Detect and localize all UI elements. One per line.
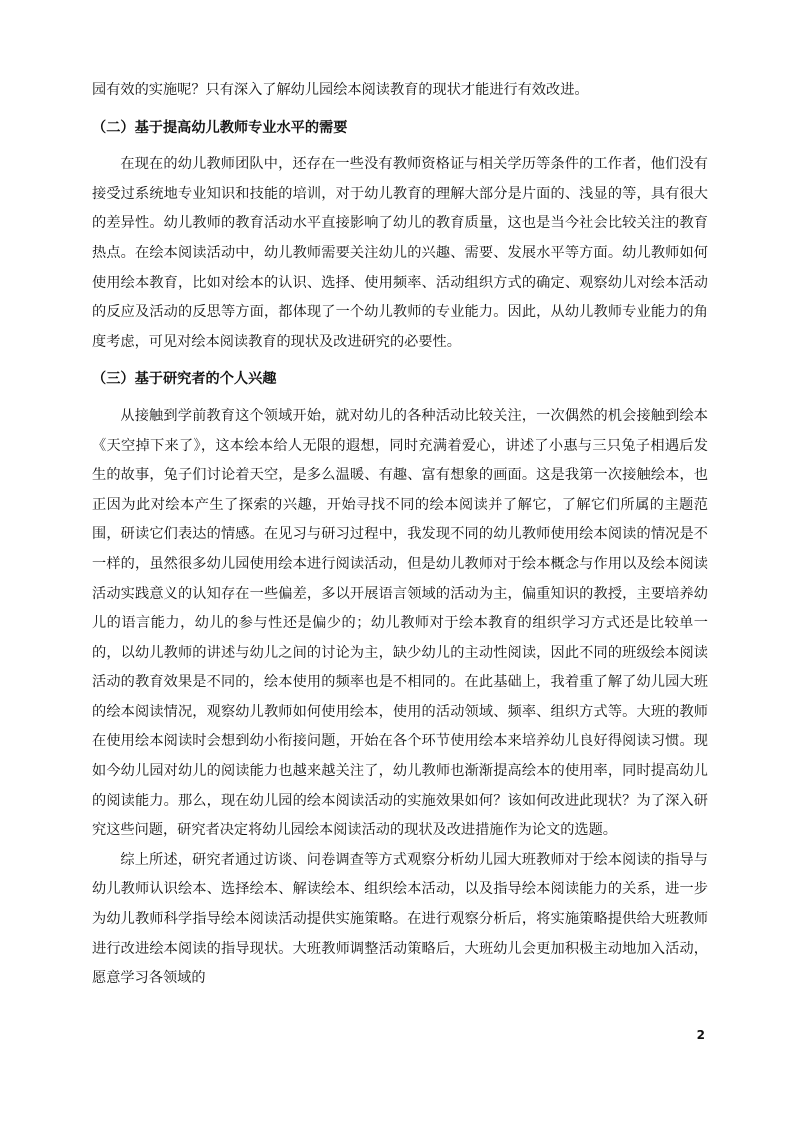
section-heading-2: （二）基于提高幼儿教师专业水平的需要	[92, 119, 348, 136]
paragraph-personal-interest: 从接触到学前教育这个领域开始，就对幼儿的各种活动比较关注，一次偶然的机会接触到绘本《天空掉下来了》，这本绘本给人无限的遐想，同时充满着爱心，讲述了小惠与三只兔子相遇后发生的故事，兔子们讨论着天空，是多么温暖、有趣、富有想象的画面。这是我第一次接触绘本，也正因为此对绘本产生了探索的兴趣，开始寻找不同的绘本阅读并了解它，了解它们所属的主题范围，研读它们表达的情感。在见习与研习过程中，我发现不同的幼儿教师使用绘本阅读的情况是不一样的，虽然很多幼儿园使用绘本进行阅读活动，但是幼儿教师对于绘本概念与作用以及绘本阅读活动实践意义的认知存在一些偏差，多以开展语言领域的活动为主，偏重知识的教授，主要培养幼儿的语言能力，幼儿的参与性还是偏少的；幼儿教师对于绘本教育的组织学习方式还是比较单一的，以幼儿教师的讲述与幼儿之间的讨论为主，缺少幼儿的主动性阅读，因此不同的班级绘本阅读活动的教育效果是不同的，绘本使用的频率也是不相同的。在此基础上，我着重了解了幼儿园大班的绘本阅读情况，观察幼儿教师如何使用绘本，使用的活动领域、频率、组织方式等。大班的教师在使用绘本阅读时会想到幼小衔接问题，开始在各个环节使用绘本来培养幼儿良好得阅读习惯。现如今幼儿园对幼儿的阅读能力也越来越关注了，幼儿教师也渐渐提高绘本的使用率，同时提高幼儿的阅读能力。那么，现在幼儿园的绘本阅读活动的实施效果如何？该如何改进此现状？为了深入研究这些问题，研究者决定将幼儿园绘本阅读活动的现状及改进措施作为论文的选题。	[92, 407, 708, 839]
section-heading-3: （三）基于研究者的个人兴趣	[92, 371, 277, 388]
paragraph-summary: 综上所述，研究者通过访谈、问卷调查等方式观察分析幼儿园大班教师对于绘本阅读的指导与幼儿教师认识绘本、选择绘本、解读绘本、组织绘本活动，以及指导绘本阅读能力的关系，进一步为幼儿教师科学指导绘本阅读活动提供实施策略。在进行观察分析后，将实施策略提供给大班教师进行改进绘本阅读的指导现状。大班教师调整活动策略后，大班幼儿会更加积极主动地加入活动，愿意学习各领域的	[92, 851, 708, 987]
paragraph-continuation: 园有效的实施呢？只有深入了解幼儿园绘本阅读教育的现状才能进行有效改进。	[92, 82, 589, 98]
page-number: 2	[696, 1028, 705, 1042]
document-body	[92, 76, 708, 994]
paragraph-teacher-professional: 在现在的幼儿教师团队中，还存在一些没有教师资格证与相关学历等条件的工作者，他们没有接受过系统地专业知识和技能的培训，对于幼儿教育的理解大部分是片面的、浅显的等，具有很大的差异性。幼儿教师的教育活动水平直接影响了幼儿的教育质量，这也是当今社会比较关注的教育热点。在绘本阅读活动中，幼儿教师需要关注幼儿的兴趣、需要、发展水平等方面。幼儿教师如何使用绘本教育，比如对绘本的认识、选择、使用频率、活动组织方式的确定、观察幼儿对绘本活动的反应及活动的反思等方面，都体现了一个幼儿教师的专业能力。因此，从幼儿教师专业能力的角度考虑，可见对绘本阅读教育的现状及改进研究的必要性。	[92, 156, 708, 350]
